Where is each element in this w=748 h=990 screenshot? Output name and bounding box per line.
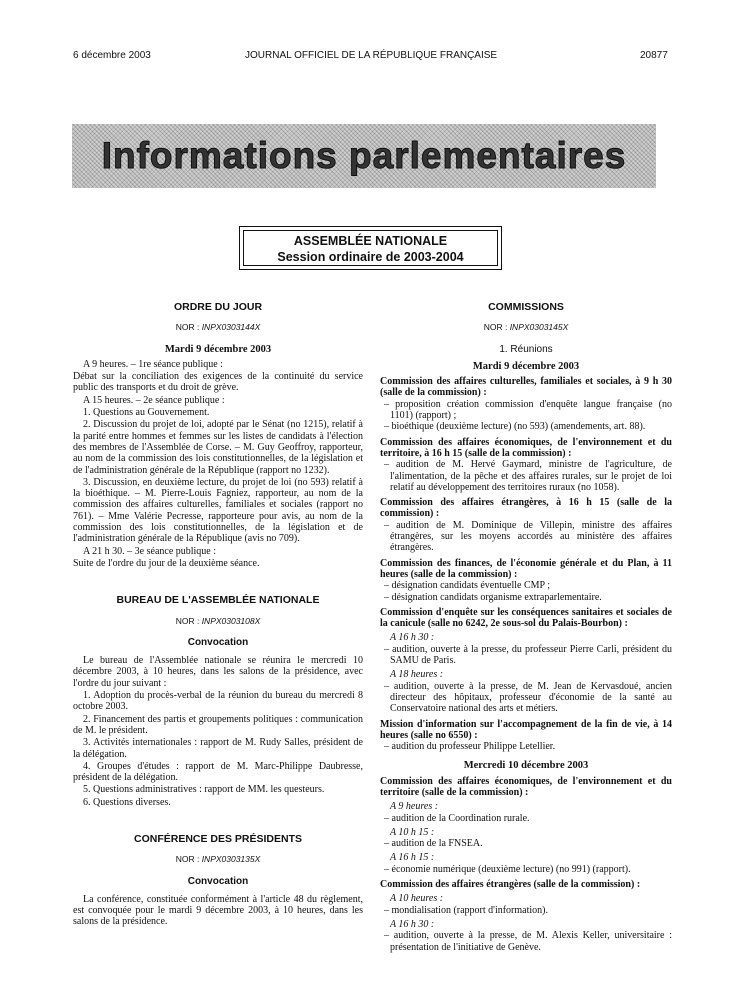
header-page-number: 20877 xyxy=(640,50,668,61)
agenda-time: A 9 heures : xyxy=(390,801,439,813)
reunions-subtitle: 1. Réunions xyxy=(499,343,553,355)
commission-heading: Commission des affaires culturelles, familiales et sociales, à 9 h 30 (salle de la commission) : xyxy=(380,376,672,399)
agenda-time: A 10 h 15 : xyxy=(390,826,435,838)
agenda-item: – audition, ouverte à la presse, de M. Jean de Kervasdoué, ancien directeur des hôpitaux, professeur d'économie de la santé au Conservatoire national des arts et métiers. xyxy=(384,680,672,715)
agenda-item: – bioéthique (deuxième lecture) (no 593) (amendements, art. 88). xyxy=(384,421,646,433)
right-column xyxy=(380,300,672,953)
conference-nor: NOR : INPX0303135X xyxy=(175,854,261,865)
ordre-line: Suite de l'ordre du jour de la deuxième séance. xyxy=(73,557,260,569)
session-name: Session ordinaire de 2003-2004 xyxy=(277,250,464,264)
conference-line: La conférence, constituée conformément à l'article 48 du règlement, est convoquée pour le mardi 9 décembre 2003, à 10 heures, dans les salons de la présidence. xyxy=(73,893,363,928)
commission-heading: Commission des affaires étrangères (salle de la commission) : xyxy=(380,879,641,891)
day-wednesday: Mercredi 10 décembre 2003 xyxy=(463,760,589,772)
commission-heading: Commission des affaires économiques, de l'environnement et du territoire (salle de la commission) : xyxy=(380,775,672,798)
day-tuesday: Mardi 9 décembre 2003 xyxy=(472,360,580,372)
ordre-line: 3. Discussion, en deuxième lecture, du projet de loi (no 593) relatif à la bioéthique. – M. Pierre-Louis Fagniez, rapporteur, au nom de la commission des affaires culturelles, familiales et sociales (rapport no 761). – Mme Valérie Pecresse, rapporteure pour avis, au nom de la commission des lois constitutionnelles, de la législation et de l'administration générale de la République (avis no 709). xyxy=(73,476,363,545)
bureau-line: 3. Activités internationales : rapport de M. Rudy Salles, président de la délégation. xyxy=(73,737,363,760)
ordre-title: ORDRE DU JOUR xyxy=(173,301,263,313)
ordre-line: 1. Questions au Gouvernement. xyxy=(83,407,210,419)
assembly-name: ASSEMBLÉE NATIONALE xyxy=(293,234,448,248)
agenda-item: – désignation candidats éventuelle CMP ; xyxy=(384,580,550,592)
bureau-line: Le bureau de l'Assemblée nationale se réunira le mercredi 10 décembre 2003, à 10 heures, dans les salons de la présidence, avec l'ordre du jour suivant : xyxy=(73,655,363,689)
ordre-line: A 21 h 30. – 3e séance publique : xyxy=(83,545,217,557)
commission-heading: Commission des finances, de l'économie générale et du Plan, à 11 heures (salle de la commission) : xyxy=(380,557,672,580)
agenda-item: – économie numérique (deuxième lecture) (no 991) (rapport). xyxy=(384,863,631,875)
agenda-time: A 16 h 15 : xyxy=(390,852,435,864)
ordre-nor: NOR : INPX0303144X xyxy=(175,322,261,333)
commission-heading: Commission des affaires économiques, de l'environnement et du territoire, à 16 h 15 (salle de la commission) : xyxy=(380,436,672,459)
ordre-line: A 15 heures. – 2e séance publique : xyxy=(83,394,225,406)
agenda-time: A 16 h 30 : xyxy=(390,632,435,644)
bureau-subtitle: Convocation xyxy=(187,636,249,648)
conference-subtitle: Convocation xyxy=(187,875,249,887)
agenda-item: – audition de la FNSEA. xyxy=(384,838,483,850)
agenda-item: – mondialisation (rapport d'information). xyxy=(384,904,548,916)
agenda-time: A 10 heures : xyxy=(390,893,444,905)
bureau-line: 5. Questions administratives : rapport de MM. les questeurs. xyxy=(83,784,325,796)
banner-title: Informations parlementaires xyxy=(101,135,627,176)
ordre-line: Débat sur la conciliation des exigences de la continuité du service public des transports et du droit de grève. xyxy=(73,371,363,394)
agenda-item: – proposition création commission d'enquête langue française (no 1101) (rapport) ; xyxy=(384,398,672,422)
bureau-line: 4. Groupes d'études : rapport de M. Marc-Philippe Daubresse, président de la délégation. xyxy=(73,760,363,784)
ordre-line: 2. Discussion du projet de loi, adopté par le Sénat (no 1215), relatif à la parité entre hommes et femmes sur les listes de candidats à l'élection des membres de l'Assemblée de Corse. – M. Guy Geoffroy, rapporteur, au nom de la commission des lois constitutionnelles, de la législation et de l'administration générale de la République (rapport no 1232). xyxy=(73,419,363,476)
agenda-time: A 18 heures : xyxy=(390,669,444,681)
header-date: 6 décembre 2003 xyxy=(73,50,151,61)
commission-heading: Commission des affaires étrangères, à 16 h 15 (salle de la commission) : xyxy=(380,497,672,520)
agenda-item: – audition de M. Hervé Gaymard, ministre de l'agriculture, de l'alimentation, de la pêche et des affaires rurales, sur le projet de loi relatif au développement des territoires ruraux (no 1058). xyxy=(384,459,672,493)
commission-heading: Commission d'enquête sur les conséquences sanitaires et sociales de la canicule (salle no 6242, 2e sous-sol du Palais-Bourbon) : xyxy=(380,606,672,630)
bureau-line: 1. Adoption du procès-verbal de la réunion du bureau du mercredi 8 octobre 2003. xyxy=(73,690,363,713)
agenda-item: – audition du professeur Philippe Letellier. xyxy=(384,741,556,753)
bureau-line: 6. Questions diverses. xyxy=(83,796,171,808)
agenda-item: – audition de la Coordination rurale. xyxy=(384,812,530,824)
bureau-nor: NOR : INPX0303108X xyxy=(175,615,261,626)
commissions-title: COMMISSIONS xyxy=(488,301,564,313)
bureau-title: BUREAU DE L'ASSEMBLÉE NATIONALE xyxy=(116,594,320,607)
agenda-item: – audition, ouverte à la presse, de M. Alexis Keller, universitaire : présentation de l'initiative de Genève. xyxy=(384,930,672,953)
ordre-day: Mardi 9 décembre 2003 xyxy=(164,343,272,355)
header-journal: JOURNAL OFFICIEL DE LA RÉPUBLIQUE FRANÇAISE xyxy=(245,50,498,61)
agenda-item: – audition, ouverte à la presse, du professeur Pierre Carli, président du SAMU de Paris. xyxy=(384,643,672,667)
banner xyxy=(72,124,656,188)
ordre-line: A 9 heures. – 1re séance publique : xyxy=(83,358,223,370)
commission-heading: Mission d'information sur l'accompagnement de la fin de vie, à 14 heures (salle no 6550) : xyxy=(380,718,672,741)
assembly-box xyxy=(239,226,502,270)
agenda-time: A 16 h 30 : xyxy=(390,918,435,930)
agenda-item: – désignation candidats organisme extraparlementaire. xyxy=(384,591,602,603)
left-column xyxy=(73,300,363,928)
commissions-nor: NOR : INPX0303145X xyxy=(483,322,569,333)
conference-title: CONFÉRENCE DES PRÉSIDENTS xyxy=(133,832,303,845)
agenda-item: – audition de M. Dominique de Villepin, ministre des affaires étrangères, sur les moyens accordés au ministère des affaires étrangères. xyxy=(384,519,672,554)
bureau-line: 2. Financement des partis et groupements politiques : communication de M. le président. xyxy=(73,713,363,736)
